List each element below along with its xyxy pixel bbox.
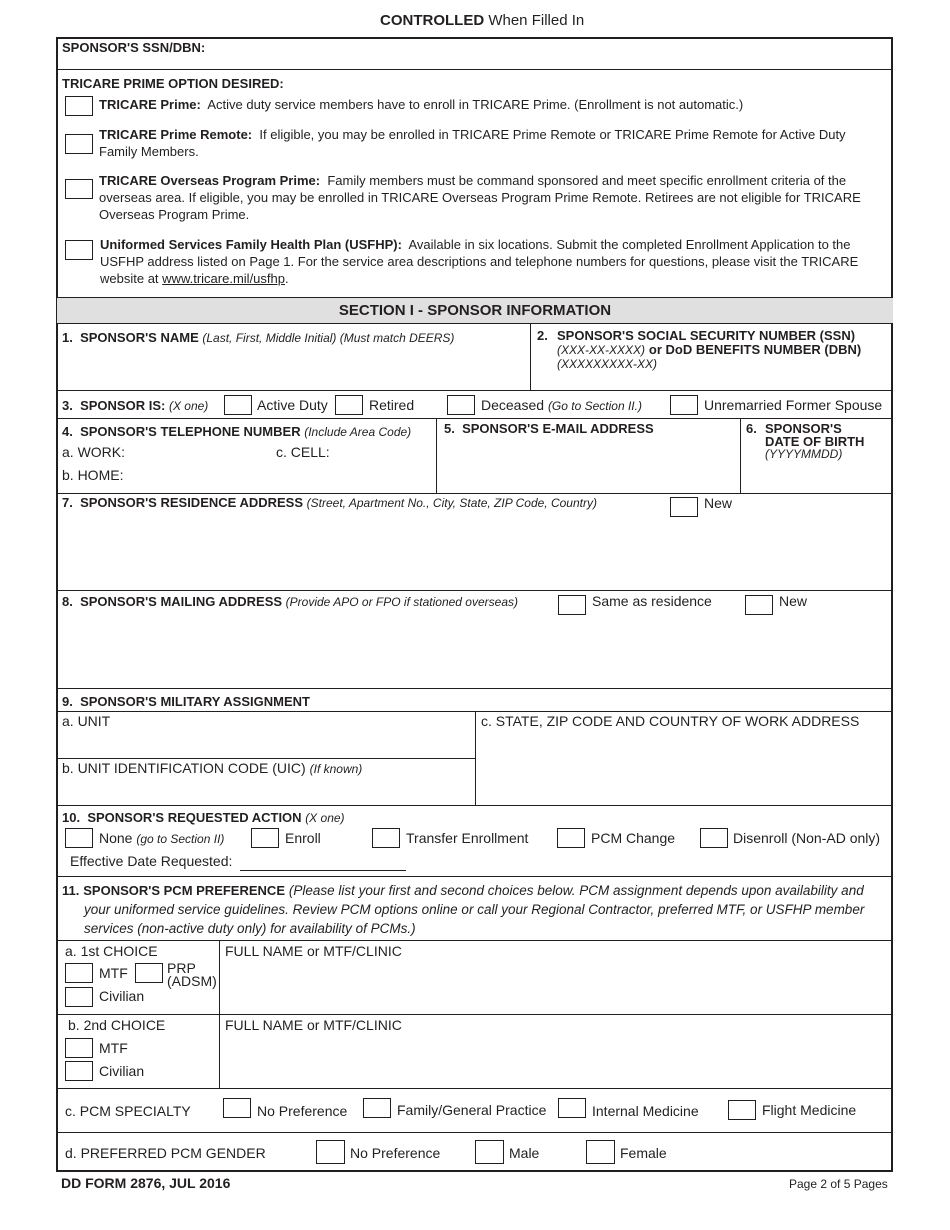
cell-phone-field[interactable]	[340, 442, 430, 462]
second-full-name-field[interactable]	[223, 1036, 888, 1084]
f2-hint1: (XXX-XX-XXXX)	[557, 343, 646, 357]
spec-none-label: No Preference	[257, 1103, 348, 1119]
uic-hint: (If known)	[309, 762, 363, 776]
spec-internal-label: Internal Medicine	[592, 1103, 699, 1119]
f1-num: 1.	[62, 330, 73, 345]
retired-label: Retired	[369, 397, 415, 413]
gen-none-label: No Preference	[350, 1145, 441, 1161]
action-none-label	[99, 830, 224, 848]
tricare-overseas-checkbox[interactable]	[65, 179, 93, 199]
uic-label	[62, 760, 362, 778]
second-mtf-checkbox[interactable]	[65, 1038, 93, 1058]
tricare-prime-name: TRICARE Prime:	[99, 97, 201, 112]
f7-title: SPONSOR'S RESIDENCE ADDRESS	[80, 495, 304, 510]
f1-hint: (Last, First, Middle Initial) (Must match DEERS)	[202, 331, 455, 345]
residence-address-field[interactable]	[60, 518, 888, 586]
work-address-field[interactable]	[479, 732, 889, 802]
unit-label: a. UNIT	[62, 713, 111, 729]
work-phone-field[interactable]	[130, 442, 270, 462]
f9-num: 9.	[62, 694, 73, 709]
f3-label	[62, 397, 208, 415]
deceased-hint: (Go to Section II.)	[547, 399, 642, 413]
f10-num: 10.	[62, 810, 81, 825]
tricare-prime-remote-text	[99, 126, 849, 160]
f8-num: 8.	[62, 594, 73, 609]
f11-num: 11.	[62, 883, 80, 898]
f5-title: SPONSOR'S E-MAIL ADDRESS	[462, 421, 654, 436]
spec-none-checkbox[interactable]	[223, 1098, 251, 1118]
page-number: Page 2 of 5 Pages	[789, 1177, 888, 1191]
f9-title: SPONSOR'S MILITARY ASSIGNMENT	[80, 694, 310, 709]
f1-label	[62, 329, 454, 347]
action-none-checkbox[interactable]	[65, 828, 93, 848]
gen-male-label: Male	[509, 1145, 540, 1161]
deceased-text: Deceased	[481, 397, 545, 413]
deceased-checkbox[interactable]	[447, 395, 475, 415]
action-transfer-checkbox[interactable]	[372, 828, 400, 848]
action-pcm-change-label: PCM Change	[591, 830, 676, 846]
f11-label	[62, 881, 882, 938]
mailing-new-label: New	[779, 593, 808, 609]
f7-label	[62, 494, 597, 512]
f6-num: 6.	[746, 421, 757, 436]
pcm-gender-label: d. PREFERRED PCM GENDER	[65, 1145, 266, 1161]
home-phone-label: b. HOME:	[62, 467, 124, 483]
uic-text: b. UNIT IDENTIFICATION CODE (UIC)	[62, 760, 306, 776]
form-number: DD FORM 2876, JUL 2016	[61, 1175, 231, 1191]
spec-internal-checkbox[interactable]	[558, 1098, 586, 1118]
f5-label	[444, 420, 654, 437]
f10-label	[62, 809, 345, 827]
section1-header	[57, 297, 893, 324]
f4-label	[62, 423, 411, 441]
f3-title: SPONSOR IS:	[80, 398, 166, 413]
f2-hint2: (XXXXXXXXX-XX)	[557, 357, 658, 371]
action-enroll-label: Enroll	[285, 830, 321, 846]
tricare-heading: TRICARE PRIME OPTION DESIRED:	[62, 76, 284, 91]
f8-title: SPONSOR'S MAILING ADDRESS	[80, 594, 283, 609]
first-prp-checkbox[interactable]	[135, 963, 163, 983]
f2-label1: SPONSOR'S SOCIAL SECURITY NUMBER (SSN)	[557, 328, 856, 343]
action-disenroll-label: Disenroll (Non-AD only)	[733, 830, 881, 846]
f6-hint: (YYYYMMDD)	[765, 447, 843, 461]
first-civilian-label: Civilian	[99, 988, 145, 1004]
unit-field[interactable]	[60, 730, 470, 755]
sponsor-ssn-label: SPONSOR'S SSN/DBN:	[62, 40, 206, 55]
first-adsm-label: (ADSM)	[167, 973, 217, 989]
gen-none-checkbox[interactable]	[316, 1140, 345, 1164]
first-mtf-label: MTF	[99, 965, 128, 981]
spec-flight-checkbox[interactable]	[728, 1100, 756, 1120]
tricare-prime-remote-name: TRICARE Prime Remote:	[99, 127, 253, 142]
usfhp-link[interactable]: www.tricare.mil/usfhp	[162, 271, 285, 286]
unremarried-label: Unremarried Former Spouse	[704, 397, 883, 413]
f9-label	[62, 693, 310, 710]
second-choice-label: b. 2nd CHOICE	[68, 1017, 166, 1033]
second-civilian-label: Civilian	[99, 1063, 145, 1079]
tricare-prime-desc: Active duty service members have to enroll in TRICARE Prime. (Enrollment is not automatic.)	[207, 97, 744, 112]
tricare-prime-text	[99, 96, 884, 113]
spec-flight-label: Flight Medicine	[762, 1102, 857, 1118]
f2-label2: or DoD BENEFITS NUMBER (DBN)	[648, 342, 862, 357]
uic-field[interactable]	[60, 778, 470, 802]
tricare-overseas-name: TRICARE Overseas Program Prime:	[99, 173, 321, 188]
first-civilian-checkbox[interactable]	[65, 987, 93, 1007]
second-mtf-label: MTF	[99, 1040, 128, 1056]
active-duty-checkbox[interactable]	[224, 395, 252, 415]
f7-num: 7.	[62, 495, 73, 510]
residence-new-checkbox[interactable]	[670, 497, 698, 517]
mailing-same-checkbox[interactable]	[558, 595, 586, 615]
first-full-name-label: FULL NAME or MTF/CLINIC	[225, 943, 402, 959]
spec-family-checkbox[interactable]	[363, 1098, 391, 1118]
action-none-hint: (go to Section II)	[136, 832, 225, 846]
f6-label2: DATE OF BIRTH	[765, 434, 865, 449]
when-filled-label: When Filled In	[488, 12, 585, 29]
f5-num: 5.	[444, 421, 455, 436]
work-address-label: c. STATE, ZIP CODE AND COUNTRY OF WORK ADDRESS	[481, 713, 860, 729]
sponsor-name-field[interactable]	[60, 350, 525, 386]
usfhp-name: Uniformed Services Family Health Plan (USFHP):	[100, 237, 402, 252]
section1-title: SECTION I - SPONSOR INFORMATION	[338, 302, 612, 319]
header-controlled	[380, 12, 584, 29]
action-enroll-checkbox[interactable]	[251, 828, 279, 848]
f6-label1: SPONSOR'S	[765, 421, 842, 436]
f3-hint: (X one)	[168, 399, 209, 413]
work-phone-label: a. WORK:	[62, 444, 126, 460]
f4-hint: (Include Area Code)	[304, 425, 412, 439]
deceased-label	[481, 397, 642, 415]
first-mtf-checkbox[interactable]	[65, 963, 93, 983]
f8-hint: (Provide APO or FPO if stationed overseas)	[285, 595, 518, 609]
usfhp-checkbox[interactable]	[65, 240, 93, 260]
f4-num: 4.	[62, 424, 73, 439]
cell-phone-label: c. CELL:	[276, 444, 330, 460]
gen-female-label: Female	[620, 1145, 667, 1161]
first-choice-label: a. 1st CHOICE	[65, 943, 158, 959]
effective-date-label: Effective Date Requested:	[70, 853, 233, 869]
spec-family-label: Family/General Practice	[397, 1102, 547, 1118]
usfhp-text	[100, 236, 890, 287]
effective-date-field[interactable]	[240, 851, 406, 871]
f1-title: SPONSOR'S NAME	[80, 330, 199, 345]
usfhp-end: .	[284, 271, 289, 286]
tricare-prime-checkbox[interactable]	[65, 96, 93, 116]
action-pcm-change-checkbox[interactable]	[557, 828, 585, 848]
f10-hint: (X one)	[305, 811, 345, 825]
f7-hint: (Street, Apartment No., City, State, ZIP Code, Country)	[306, 496, 597, 510]
pcm-specialty-label: c. PCM SPECIALTY	[65, 1103, 191, 1119]
usfhp-desc: Available in six locations. Submit the completed Enrollment Application to the USFHP address listed on Page 1. For the service area descriptions and telephone numbers for questions, please visit the TRICARE website at	[100, 237, 859, 286]
first-full-name-field[interactable]	[223, 962, 888, 1010]
controlled-label: CONTROLLED	[380, 12, 485, 29]
retired-checkbox[interactable]	[335, 395, 363, 415]
f10-title: SPONSOR'S REQUESTED ACTION	[87, 810, 302, 825]
first-prp-label: PRP	[167, 960, 196, 976]
f2-num: 2.	[537, 328, 548, 343]
tricare-overseas-desc: Family members must be command sponsored and meet specific enrollment criteria of the overseas area. If eligible, you may be enrolled in TRICARE Overseas Program Prime Remote. Retirees are not eligible for TRICARE Overseas Program Prime.	[99, 173, 861, 222]
second-civilian-checkbox[interactable]	[65, 1061, 93, 1081]
mailing-same-label: Same as residence	[592, 593, 712, 609]
second-full-name-label: FULL NAME or MTF/CLINIC	[225, 1017, 402, 1033]
tricare-prime-remote-checkbox[interactable]	[65, 134, 93, 154]
mailing-address-field[interactable]	[60, 618, 888, 684]
tricare-prime-remote-desc: If eligible, you may be enrolled in TRICARE Prime Remote or TRICARE Prime Remote for Active Duty Family Members.	[99, 127, 846, 159]
gen-male-checkbox[interactable]	[475, 1140, 504, 1164]
f8-label	[62, 593, 518, 611]
gen-female-checkbox[interactable]	[586, 1140, 615, 1164]
sponsor-ssn-field[interactable]	[230, 39, 880, 65]
residence-new-label: New	[704, 495, 733, 511]
f11-title: SPONSOR'S PCM PREFERENCE	[83, 883, 285, 898]
unremarried-checkbox[interactable]	[670, 395, 698, 415]
f11-hint: (Please list your first and second choices below. PCM assignment depends upon availability and your uniformed service guidelines. Review PCM options online or call your Regional Contractor, preferred MTF, or USFHP member services (non-active duty only) for availability of PCMs.)	[84, 883, 865, 936]
action-disenroll-checkbox[interactable]	[700, 828, 728, 848]
mailing-new-checkbox[interactable]	[745, 595, 773, 615]
tricare-overseas-text	[99, 172, 885, 223]
f4-title: SPONSOR'S TELEPHONE NUMBER	[80, 424, 301, 439]
action-none-text: None	[99, 830, 133, 846]
active-duty-label: Active Duty	[257, 397, 328, 413]
action-transfer-label: Transfer Enrollment	[406, 830, 529, 846]
email-field[interactable]	[440, 440, 735, 488]
home-phone-field[interactable]	[130, 465, 430, 485]
f3-num: 3.	[62, 398, 73, 413]
